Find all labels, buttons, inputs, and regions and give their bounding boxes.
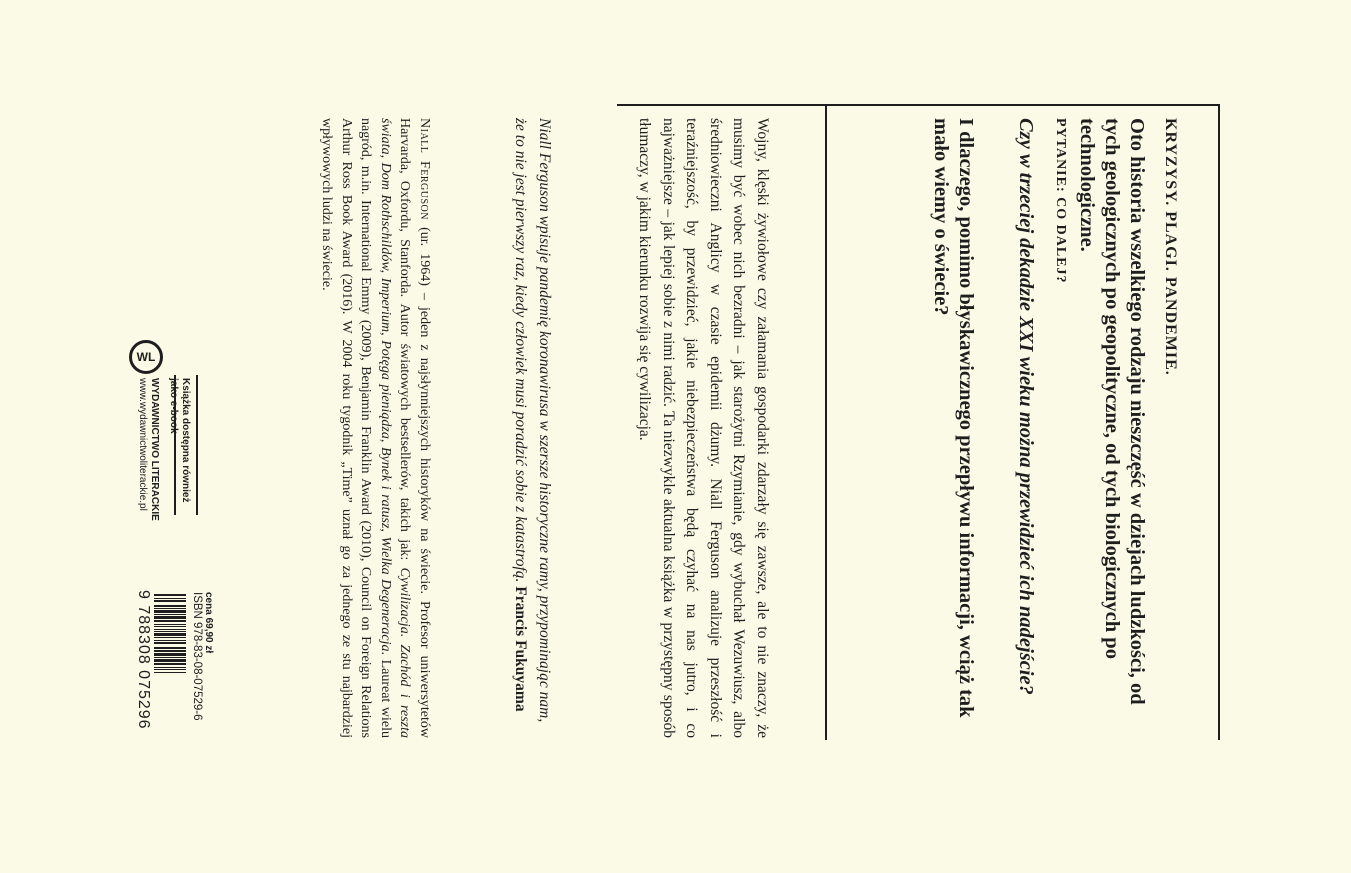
barcode-bar — [154, 605, 186, 607]
publisher-url: www.wydawnictwoliterackie.pl — [137, 378, 148, 511]
barcode-bar — [154, 620, 186, 622]
barcode-bar — [154, 600, 186, 602]
review-quote — [509, 118, 556, 738]
bio-intro: (ur. 1964) – jeden z najsłynniejszych historyków na świecie. Profesor uniwersytetów Harvarda, Oxfordu, Stanforda. Autor światowych bestsellerów, takich jak: — [397, 118, 432, 738]
ebook-note: Książka dostępna również jako e-book — [168, 378, 191, 503]
question-label: PYTANIE: CO DALEJ? — [1053, 118, 1068, 284]
isbn: ISBN 978-83-08-07529-6 — [191, 592, 203, 721]
barcode-bar — [154, 663, 186, 665]
barcode-bar — [154, 598, 186, 599]
kicker: KRYZYSY. PLAGI. PANDEMIE. — [1162, 118, 1179, 376]
barcode-bar — [154, 631, 186, 632]
barcode-bar — [154, 659, 186, 662]
barcode-bar — [154, 614, 186, 615]
barcode-bar — [154, 624, 186, 625]
lead-text: Oto historia wszelkiego rodzaju nieszczęść w dziejach ludzkości, od tych geologicznych po geopolityczne, od tych biologicznych po technologiczne. — [1076, 118, 1148, 705]
barcode-bar — [154, 640, 186, 641]
barcode-bar — [154, 669, 186, 670]
logo-text: WL — [136, 350, 156, 364]
quote-author: Francis Fukuyama — [512, 586, 530, 712]
barcode-bar — [154, 608, 186, 609]
barcode-bar — [154, 642, 186, 644]
barcode-bar — [154, 657, 186, 658]
question-1: Czy w trzeciej dekadzie XXI wieku można przewidzieć ich nadejście? — [1015, 118, 1037, 695]
publisher-logo-icon — [129, 340, 163, 374]
barcode-bar — [154, 616, 186, 619]
barcode-bar — [154, 647, 186, 649]
barcode-bar — [154, 594, 186, 596]
barcode-bar — [154, 610, 186, 613]
price: cena 69,90 zł — [203, 592, 214, 654]
question-2: I dlaczego, pomimo błyskawicznego przepływu informacji, wciąż tak mało wiemy o świecie? — [930, 118, 977, 718]
bio-rest: . Laureat wielu nagród, m.in. International Emmy (2009), Benjamin Franklin Award (2010), Council on Foreign Relations Arthur Ross Book Award (2016). W 2004 roku tygodnik „Time” uznał go za jednego ze stu najbardziej wpływowych ludzi na świecie. — [319, 118, 393, 739]
barcode-bar — [154, 653, 186, 656]
barcode-bar — [154, 637, 186, 638]
barcode-bar — [154, 626, 186, 627]
bio-books: Cywilizacja. Zachód i reszta świata, Dom Rothschildów, Imperium, Potęga pieniądza, Bynek i ratusz, Wielka Degeneracja — [378, 118, 413, 738]
bio-author-name: Niall Ferguson — [417, 118, 432, 220]
author-bio — [317, 118, 434, 738]
quote-text: Niall Ferguson wpisuje pandemię koronawirusa w szersze historyczne ramy, przypominając nam, że to nie jest pierwszy raz, kiedy człowiek musi poradzić sobie z katastrofą. — [512, 118, 553, 723]
body-text: Wojny, klęski żywiołowe czy załamania gospodarki zdarzały się zawsze, ale to nie znaczy, że musimy być wobec nich bezradni – jak starożytni Rzymianie, gdy wybuchał Wezuwiusz, albo średniowieczni Anglicy w czasie epidemii dżumy. Niall Ferguson analizuje przeszłość i teraźniejszość, by przewidzieć, jakie niebezpieczeństwa będą czyhać na nas jutro, i co najważniejsze – jak lepiej sobie z nimi radzić. Ta niezwykle aktualna książka w przystępny sposób tłumaczy, w jakim kierunku rozwija się cywilizacja. — [636, 118, 771, 738]
rule-top — [1218, 104, 1220, 740]
barcode-bar — [154, 672, 186, 673]
barcode-bar — [154, 633, 186, 636]
publisher-rule-bottom — [196, 375, 198, 515]
publisher-name: WYDAWNICTWO LITERACKIE — [149, 378, 160, 521]
barcode-bar — [154, 629, 186, 630]
barcode-bar — [154, 667, 186, 668]
barcode-bar — [154, 650, 186, 652]
rule-middle — [825, 104, 827, 740]
middle-rule — [617, 104, 825, 106]
barcode-digits: 9 788308 075296 — [135, 590, 152, 730]
